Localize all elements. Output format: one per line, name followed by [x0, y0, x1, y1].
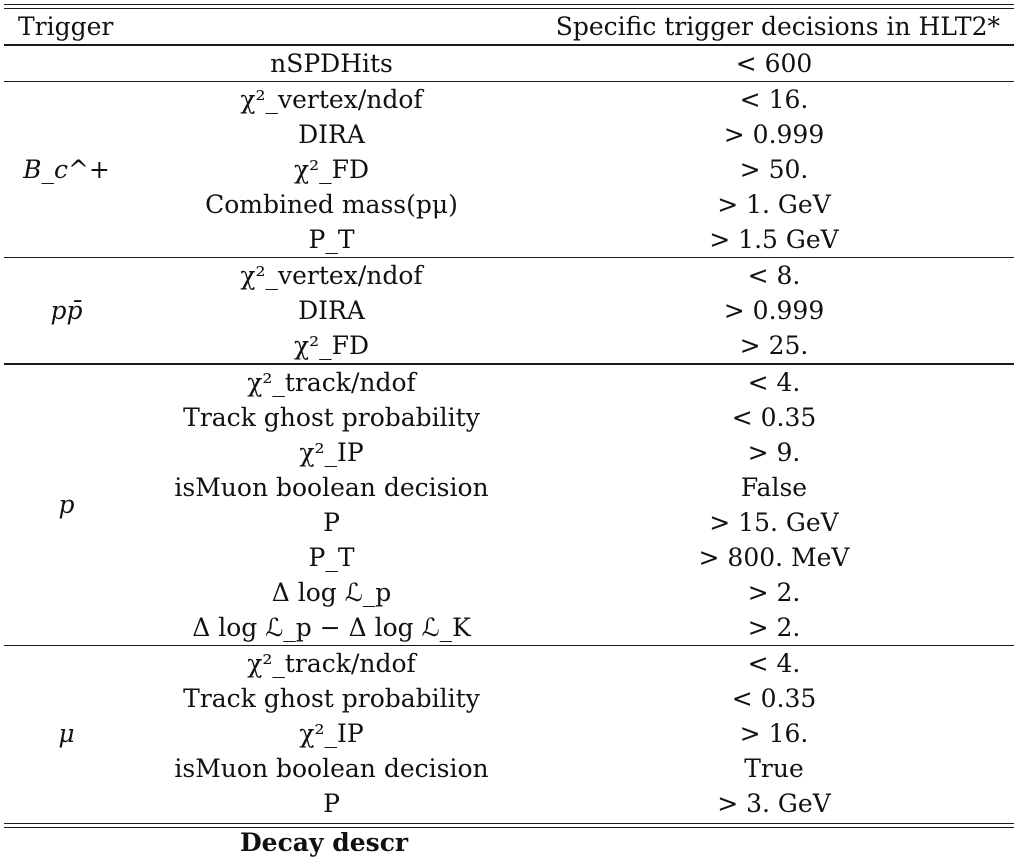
- table-row: [129, 575, 1014, 610]
- value-cell: > 1.5 GeV: [709, 224, 839, 254]
- value-cell: < 600: [735, 48, 813, 78]
- criterion-cell: χ²_IP: [299, 719, 364, 749]
- value-cell: < 0.35: [731, 684, 817, 714]
- criterion-cell: χ²_FD: [293, 154, 370, 184]
- criterion-cell: P_T: [308, 224, 355, 254]
- particle-group: [4, 365, 1014, 645]
- particle-group: [4, 258, 1014, 363]
- criterion-cell: χ²_IP: [299, 437, 364, 467]
- criterion-cell: P_T: [308, 542, 355, 572]
- table-row: [129, 328, 1014, 363]
- table-row: [129, 82, 1014, 117]
- value-cell: > 3. GeV: [717, 789, 831, 819]
- group-rows: [129, 82, 1014, 257]
- value-cell: > 16.: [739, 719, 809, 749]
- particle-label: pp̄: [50, 296, 83, 326]
- table-row: [129, 222, 1014, 257]
- criterion-cell: Track ghost probability: [183, 402, 480, 432]
- header-trigger: Trigger: [18, 12, 114, 41]
- criterion-cell: Δ log ℒ_p − Δ log ℒ_K: [192, 612, 471, 642]
- value-cell: < 8.: [747, 261, 801, 291]
- criterion-cell: χ²_track/ndof: [247, 367, 416, 397]
- particle-label: B_c^+: [23, 154, 110, 184]
- table-header-row: [4, 9, 1014, 44]
- table-row: [129, 646, 1014, 681]
- table-row: [129, 117, 1014, 152]
- value-cell: > 800. MeV: [698, 542, 850, 572]
- criterion-cell: χ²_track/ndof: [247, 649, 416, 679]
- criterion-cell: Combined mass(pμ): [205, 189, 458, 219]
- criterion-cell: Track ghost probability: [183, 684, 480, 714]
- particle-group: [4, 82, 1014, 257]
- criterion-cell: nSPDHits: [270, 48, 393, 78]
- table-row: [129, 258, 1014, 293]
- table-row: [129, 610, 1014, 645]
- criterion-cell: isMuon boolean decision: [174, 754, 489, 784]
- table-row: [129, 505, 1014, 540]
- value-cell: > 25.: [739, 331, 809, 361]
- table-row: [129, 400, 1014, 435]
- value-cell: < 4.: [747, 367, 801, 397]
- table-row: [129, 435, 1014, 470]
- table-row: [129, 152, 1014, 187]
- footnote-partial: Decay descr: [240, 828, 409, 857]
- value-cell: True: [744, 754, 804, 784]
- value-cell: > 2.: [747, 577, 801, 607]
- table-row: [129, 365, 1014, 400]
- criterion-cell: isMuon boolean decision: [174, 472, 489, 502]
- value-cell: > 15. GeV: [709, 507, 839, 537]
- value-cell: > 2.: [747, 612, 801, 642]
- value-cell: False: [740, 472, 808, 502]
- criterion-cell: χ²_FD: [293, 331, 370, 361]
- table-row: [129, 751, 1014, 786]
- value-cell: < 0.35: [731, 402, 817, 432]
- trigger-table: [4, 4, 1014, 828]
- criterion-cell: DIRA: [298, 296, 365, 326]
- table-row: [129, 681, 1014, 716]
- value-cell: > 0.999: [723, 119, 825, 149]
- table-row: [129, 293, 1014, 328]
- criterion-cell: Δ log ℒ_p: [271, 577, 392, 607]
- table-row: [129, 540, 1014, 575]
- header-decisions: Specific trigger decisions in HLT2*: [555, 12, 1000, 41]
- group-rows: [129, 258, 1014, 363]
- particle-group: [4, 646, 1014, 821]
- value-cell: > 0.999: [723, 296, 825, 326]
- table-row: [129, 786, 1014, 821]
- table-row: [4, 46, 1014, 81]
- value-cell: > 50.: [739, 154, 809, 184]
- table-row: [129, 187, 1014, 222]
- criterion-cell: χ²_vertex/ndof: [240, 84, 423, 114]
- particle-label: μ: [58, 719, 75, 749]
- criterion-cell: P: [323, 789, 340, 819]
- value-cell: < 4.: [747, 649, 801, 679]
- criterion-cell: χ²_vertex/ndof: [240, 261, 423, 291]
- criterion-cell: P: [323, 507, 340, 537]
- criterion-cell: DIRA: [298, 119, 365, 149]
- value-cell: > 1. GeV: [717, 189, 831, 219]
- group-rows: [129, 365, 1014, 645]
- group-rows: [129, 646, 1014, 821]
- value-cell: < 16.: [739, 84, 809, 114]
- table-row: [129, 716, 1014, 751]
- table-bottom-double-rule: [4, 823, 1014, 828]
- table-groups: [4, 82, 1014, 821]
- table-row: [129, 470, 1014, 505]
- particle-label: p: [58, 490, 75, 520]
- value-cell: > 9.: [747, 437, 801, 467]
